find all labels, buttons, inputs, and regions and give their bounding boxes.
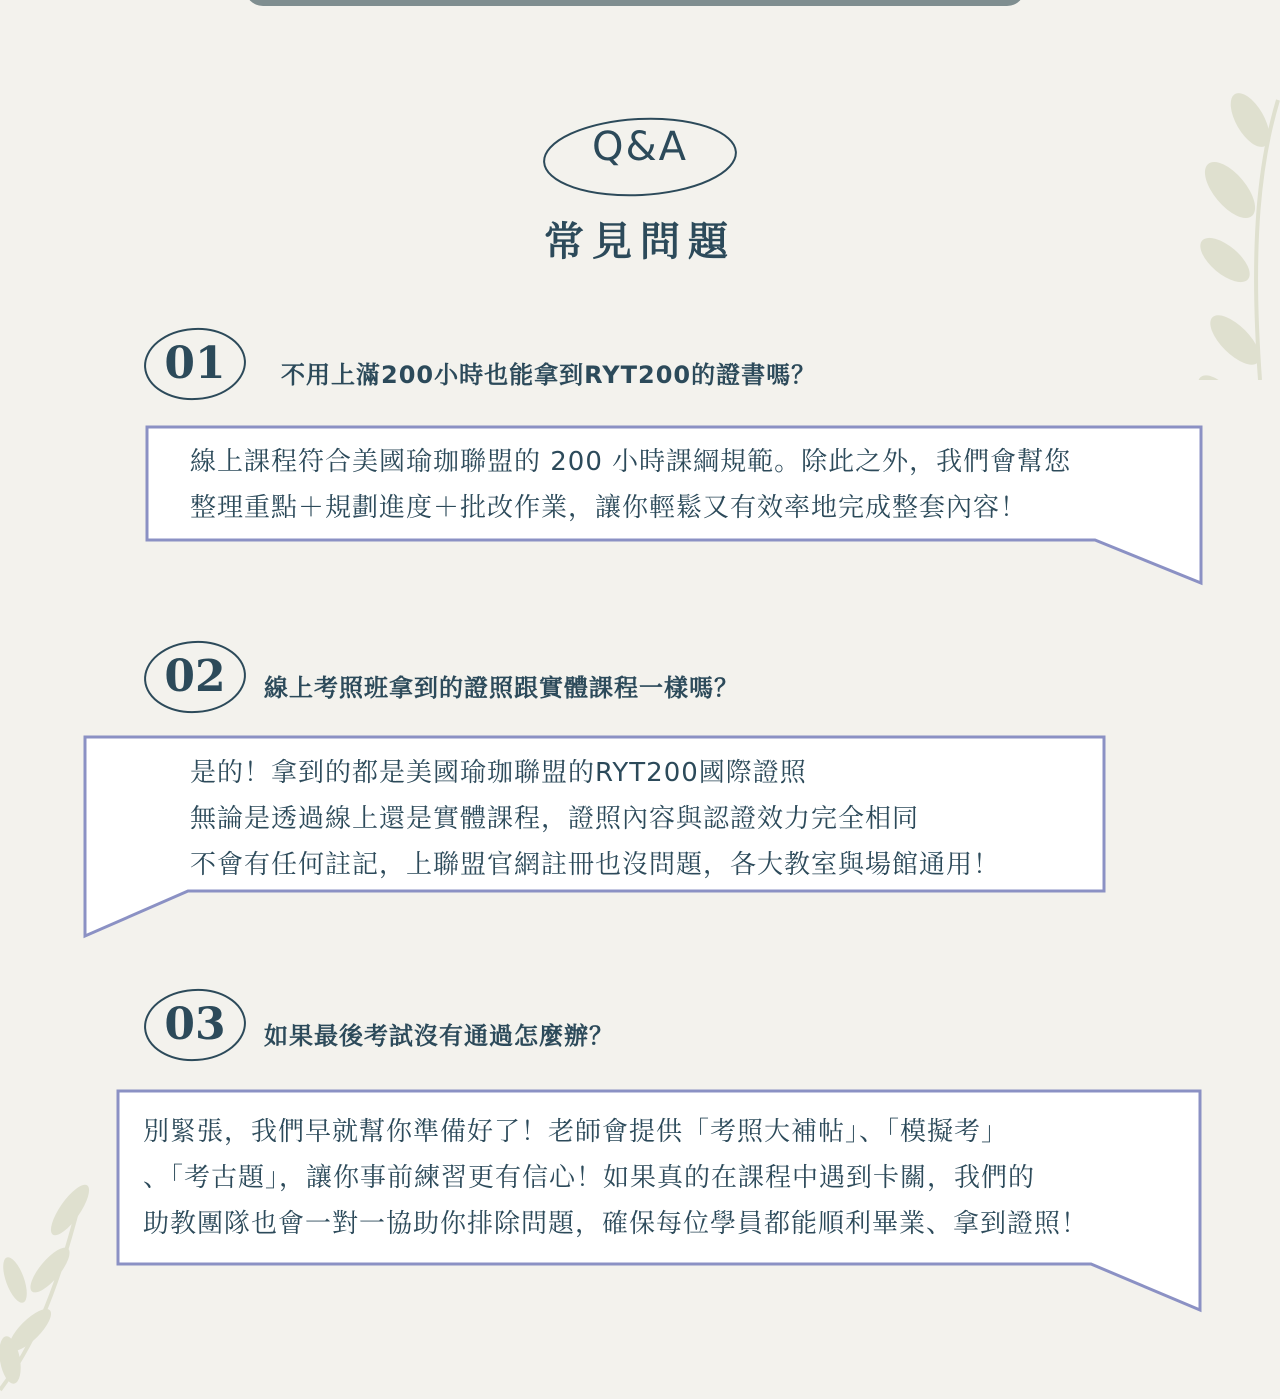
top-banner-bar [245, 0, 1025, 6]
faq-answer-line: 不會有任何註記，上聯盟官網註冊也沒問題，各大教室與場館通用！ [190, 850, 1001, 880]
qa-badge-text: Q&A [591, 124, 689, 170]
faq-answer-line: 整理重點＋規劃進度＋批改作業，讓你輕鬆又有效率地完成整套內容！ [190, 493, 1028, 523]
leaf-branch-icon [1190, 80, 1280, 380]
faq-number: 02 [164, 651, 226, 702]
leaf-branch-icon [0, 1180, 120, 1399]
faq-answer-line: 是的！拿到的都是美國瑜珈聯盟的RYT200國際證照 [190, 758, 807, 788]
faq-question: 線上考照班拿到的證照跟實體課程一樣嗎？ [264, 674, 739, 702]
faq-answer-line: 線上課程符合美國瑜珈聯盟的 200 小時課綱規範。除此之外，我們會幫您 [190, 447, 1072, 477]
faq-number: 01 [164, 338, 226, 389]
faq-question: 不用上滿200小時也能拿到RYT200的證書嗎？ [281, 361, 817, 389]
faq-answer-line: 助教團隊也會一對一協助你排除問題，確保每位學員都能順利畢業、拿到證照！ [143, 1209, 1089, 1239]
faq-answer-line: 別緊張，我們早就幫你準備好了！老師會提供「考照大補帖」、「模擬考」 [143, 1117, 1009, 1147]
faq-answer-line: 無論是透過線上還是實體課程，證照內容與認證效力完全相同 [190, 804, 920, 834]
faq-question: 如果最後考試沒有通過怎麼辦？ [264, 1022, 614, 1050]
page-title: 常見問題 [544, 219, 736, 265]
faq-number: 03 [164, 999, 226, 1050]
faq-answer-line: 、「考古題」，讓你事前練習更有信心！如果真的在課程中遇到卡關，我們的 [143, 1163, 1036, 1193]
